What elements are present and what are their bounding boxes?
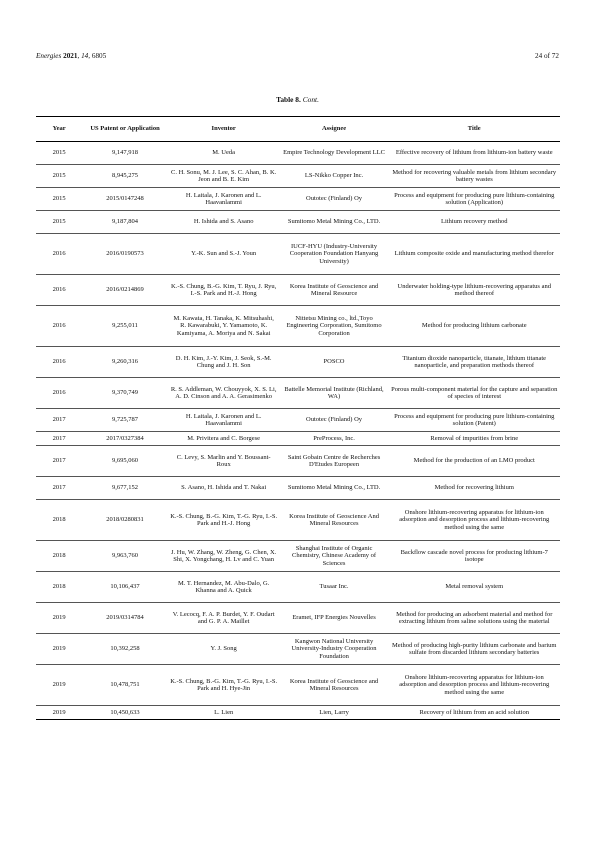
cell-inventor: S. Asano, H. Ishida and T. Nakai [181, 484, 267, 492]
cell-year: 2019 [52, 645, 66, 653]
cell-inventor: L. Lien [214, 708, 234, 716]
cell-assignee: IUCF-HYU (Industry-University Cooperation Foundation Hanyang University) [289, 242, 379, 265]
cell-inventor: C. H. Sonu, M. J. Lee, S. C. Ahan, B. K. Jeon and B. E. Kim [171, 168, 277, 183]
table-row [36, 634, 560, 665]
cell-year: 2016 [52, 358, 66, 366]
cell-inventor: C. Levy, S. Marlin and Y. Boussant-Roux [176, 453, 271, 468]
cell-year: 2017 [52, 457, 66, 465]
page-header [36, 52, 559, 64]
cell-inventor: K.-S. Chung, B.-G. Kim, T. Ryu, J. Ryu, I.-S. Park and H.-J. Hong [171, 282, 277, 297]
cell-patent: 2019/0314784 [106, 614, 144, 622]
table-row [36, 347, 560, 378]
cell-inventor: D. H. Kim, J.-Y. Kim, J. Seok, S.-M. Chung and J. H. Son [175, 354, 272, 369]
cell-patent: 9,260,316 [112, 358, 139, 366]
cell-patent: 2016/0214869 [106, 286, 144, 294]
cell-patent: 10,392,258 [110, 645, 140, 653]
table-row [36, 188, 560, 211]
cell-title: Process and equipment for producing pure lithium-containing solution (Application) [394, 191, 555, 206]
cell-assignee: Battelle Memorial Institute (Richland, WA) [284, 385, 384, 400]
cell-title: Lithium composite oxide and manufacturing method therefor [394, 250, 554, 258]
cell-patent: 9,187,804 [112, 218, 139, 226]
journal-name: Energies [36, 52, 62, 60]
cell-patent: 2015/0147248 [106, 195, 144, 203]
cell-inventor: M. Kawata, H. Tanaka, K. Mitsuhashi, R. Kawarabuki, Y. Yamamoto, K. Kamiyama, A. Moriya and N. Sakai [173, 314, 274, 337]
cell-title: Recovery of lithium from an acid solution [419, 708, 529, 716]
cell-title: Effective recovery of lithium from lithium-ion battery waste [395, 149, 553, 157]
cell-title: Removal of impurities from brine [430, 434, 519, 442]
cell-title: Porous multi-component material for the capture and separation of species of interest [391, 385, 558, 400]
cell-patent: 8,945,275 [112, 172, 139, 180]
cell-assignee: Outotec (Finland) Oy [306, 416, 363, 424]
table-row [36, 541, 560, 572]
table-caption [0, 95, 595, 104]
col-header-patent: US Patent or Application [90, 125, 160, 133]
cell-assignee: POSCO [323, 358, 345, 366]
cell-assignee: Tusaar Inc. [319, 583, 349, 591]
table-row [36, 477, 560, 500]
table-cont: Cont. [302, 95, 319, 104]
cell-year: 2017 [52, 484, 66, 492]
cell-year: 2019 [52, 681, 66, 689]
cell-title: Underwater holding-type lithium-recovering apparatus and method thereof [397, 282, 551, 297]
cell-year: 2018 [52, 552, 66, 560]
col-header-inventor: Inventor [211, 125, 236, 133]
cell-year: 2016 [52, 250, 66, 258]
cell-year: 2015 [52, 218, 66, 226]
cell-title: Metal removal system [445, 583, 504, 591]
table-row [36, 234, 560, 275]
journal-citation: Energies 2021, 14, 6805 [36, 52, 107, 60]
cell-inventor: R. S. Addleman, W. Chouyyok, X. S. Li, A. D. Cinson and A. A. Gerasimenko [170, 385, 277, 400]
cell-title: Method for recovering lithium [434, 484, 514, 492]
table-header-row [36, 117, 560, 142]
cell-title: Method for producing an adsorbent material and method for extracting lithium from saline solutions using the material [396, 610, 553, 625]
cell-inventor: K.-S. Chung, B.-G. Kim, T.-G. Ryu, I.-S. Park and H.-J. Hong [170, 512, 278, 527]
cell-patent: 9,963,760 [112, 552, 139, 560]
cell-year: 2018 [52, 583, 66, 591]
cell-year: 2015 [52, 195, 66, 203]
journal-year: 2021 [63, 52, 78, 60]
table-row [36, 446, 560, 477]
table-row [36, 432, 560, 446]
cell-year: 2017 [52, 416, 66, 424]
cell-title: Onshore lithium-recovering apparatus for lithium-ion adsorption and desorption process and lithium-recovering method using the same [399, 673, 550, 696]
cell-patent: 9,147,918 [112, 149, 139, 157]
cell-title: Method of producing high-purity lithium carbonate and barium sulfate from discarded lithium secondary batteries [392, 641, 557, 656]
cell-assignee: PreProcess, Inc. [313, 434, 355, 442]
table-row [36, 306, 560, 347]
cell-patent: 9,725,787 [112, 416, 139, 424]
cell-inventor: Y. J. Song [210, 645, 237, 653]
cell-assignee: LS-Nikko Copper Inc. [304, 172, 364, 180]
cell-assignee: Shanghai Institute of Organic Chemistry, Chinese Academy of Sciences [292, 544, 377, 567]
cell-inventor: M. T. Hernandez, M. Abu-Dalo, G. Khanna and A. Quick [178, 579, 270, 594]
table-row [36, 706, 560, 720]
cell-year: 2015 [52, 172, 66, 180]
col-header-year: Year [52, 125, 66, 133]
cell-patent: 10,106,437 [110, 583, 140, 591]
table-row [36, 165, 560, 188]
table-row [36, 275, 560, 306]
cell-assignee: Outotec (Finland) Oy [306, 195, 363, 203]
table-row [36, 572, 560, 603]
cell-patent: 9,370,749 [112, 389, 139, 397]
cell-assignee: Korea Institute of Geoscience and Mineral Resources [289, 677, 379, 692]
journal-volume: 14 [81, 52, 89, 60]
article-number: 6805 [91, 52, 107, 60]
cell-inventor: M. Ueda [212, 149, 236, 157]
table-row [36, 500, 560, 541]
cell-inventor: V. Lecocq, F. A. P. Burdet, Y. F. Oudart and G. P. A. Maillet [172, 610, 275, 625]
cell-title: Method for the production of an LMO product [413, 457, 535, 465]
cell-assignee: Empire Technology Development LLC [283, 149, 385, 157]
table-row [36, 211, 560, 234]
table-body [36, 142, 560, 720]
cell-assignee: Sumitomo Metal Mining Co., LTD. [287, 218, 381, 226]
cell-patent: 2017/0327384 [106, 434, 144, 442]
cell-patent: 10,478,751 [110, 681, 140, 689]
cell-title: Method for recovering valuable metals from lithium secondary battery wastes [392, 168, 557, 183]
cell-assignee: Lien, Larry [319, 708, 349, 716]
table-label: Table 8. [276, 95, 301, 104]
cell-year: 2016 [52, 322, 66, 330]
cell-year: 2016 [52, 286, 66, 294]
cell-patent: 2016/0190573 [106, 250, 144, 258]
cell-inventor: H. Ishida and S. Asano [193, 218, 254, 226]
cell-year: 2015 [52, 149, 66, 157]
cell-patent: 9,677,152 [112, 484, 139, 492]
cell-inventor: J. Hu, W. Zhang, W. Zheng, G. Chen, X. Shi, X. Yongchang, H. Lv and C. Yuan [171, 548, 277, 563]
cell-patent: 2018/0280831 [106, 516, 144, 524]
cell-patent: 10,450,633 [110, 708, 140, 716]
cell-title: Backflow cascade novel process for producing lithium-7 isotope [400, 548, 548, 563]
cell-assignee: Nittetsu Mining co., ltd.,Toyo Engineering Corporation, Sumitomo Corporation [286, 314, 382, 337]
cell-title: Lithium recovery method [441, 218, 508, 226]
cell-title: Titanium dioxide nanoparticle, titanate, lithium titanate nanoparticle, and preparation methods thereof [402, 354, 547, 369]
table-row [36, 378, 560, 409]
cell-year: 2019 [52, 614, 66, 622]
table-row [36, 409, 560, 432]
cell-year: 2016 [52, 389, 66, 397]
cell-title: Process and equipment for producing pure lithium-containing solution (Patent) [394, 412, 555, 427]
cell-inventor: K.-S. Chung, B.-G. Kim, T.-G. Ryu, I.-S. Park and H. Hye-Jin [170, 677, 278, 692]
cell-title: Method for producing lithium carbonate [421, 322, 527, 330]
cell-assignee: Korea Institute of Geoscience and Mineral Resource [289, 282, 379, 297]
cell-year: 2019 [52, 708, 66, 716]
table-row [36, 142, 560, 165]
page-number: 24 of 72 [535, 52, 559, 60]
cell-assignee: Eramet, IFP Energies Nouvelles [292, 614, 376, 622]
cell-year: 2018 [52, 516, 66, 524]
cell-inventor: H. Laitala, J. Karonen and L. Haavanlammi [185, 412, 262, 427]
cell-assignee: Kangwon National University University-Industry Cooperation Foundation [291, 637, 377, 660]
cell-patent: 9,695,060 [112, 457, 139, 465]
col-header-title: Title [467, 125, 481, 133]
cell-inventor: Y.-K. Sun and S.-J. Youn [191, 250, 257, 258]
cell-assignee: Saint Gobain Centre de Recherches D'Etudes Europeen [287, 453, 381, 468]
cell-assignee: Sumitomo Metal Mining Co., LTD. [287, 484, 381, 492]
cell-assignee: Korea Institute of Geoscience And Mineral Resources [289, 512, 379, 527]
cell-year: 2017 [52, 434, 66, 442]
cell-inventor: H. Laitala, J. Karonen and L. Haavanlammi [185, 191, 262, 206]
patent-table [36, 116, 560, 720]
table-row [36, 665, 560, 706]
cell-patent: 9,255,011 [112, 322, 138, 330]
table-row [36, 603, 560, 634]
cell-title: Onshore lithium-recovering apparatus for lithium-ion adsorption and desorption process and lithium-recovering method using the same [399, 508, 550, 531]
cell-inventor: M. Privitera and C. Borgese [187, 434, 261, 442]
col-header-assignee: Assignee [321, 125, 347, 133]
